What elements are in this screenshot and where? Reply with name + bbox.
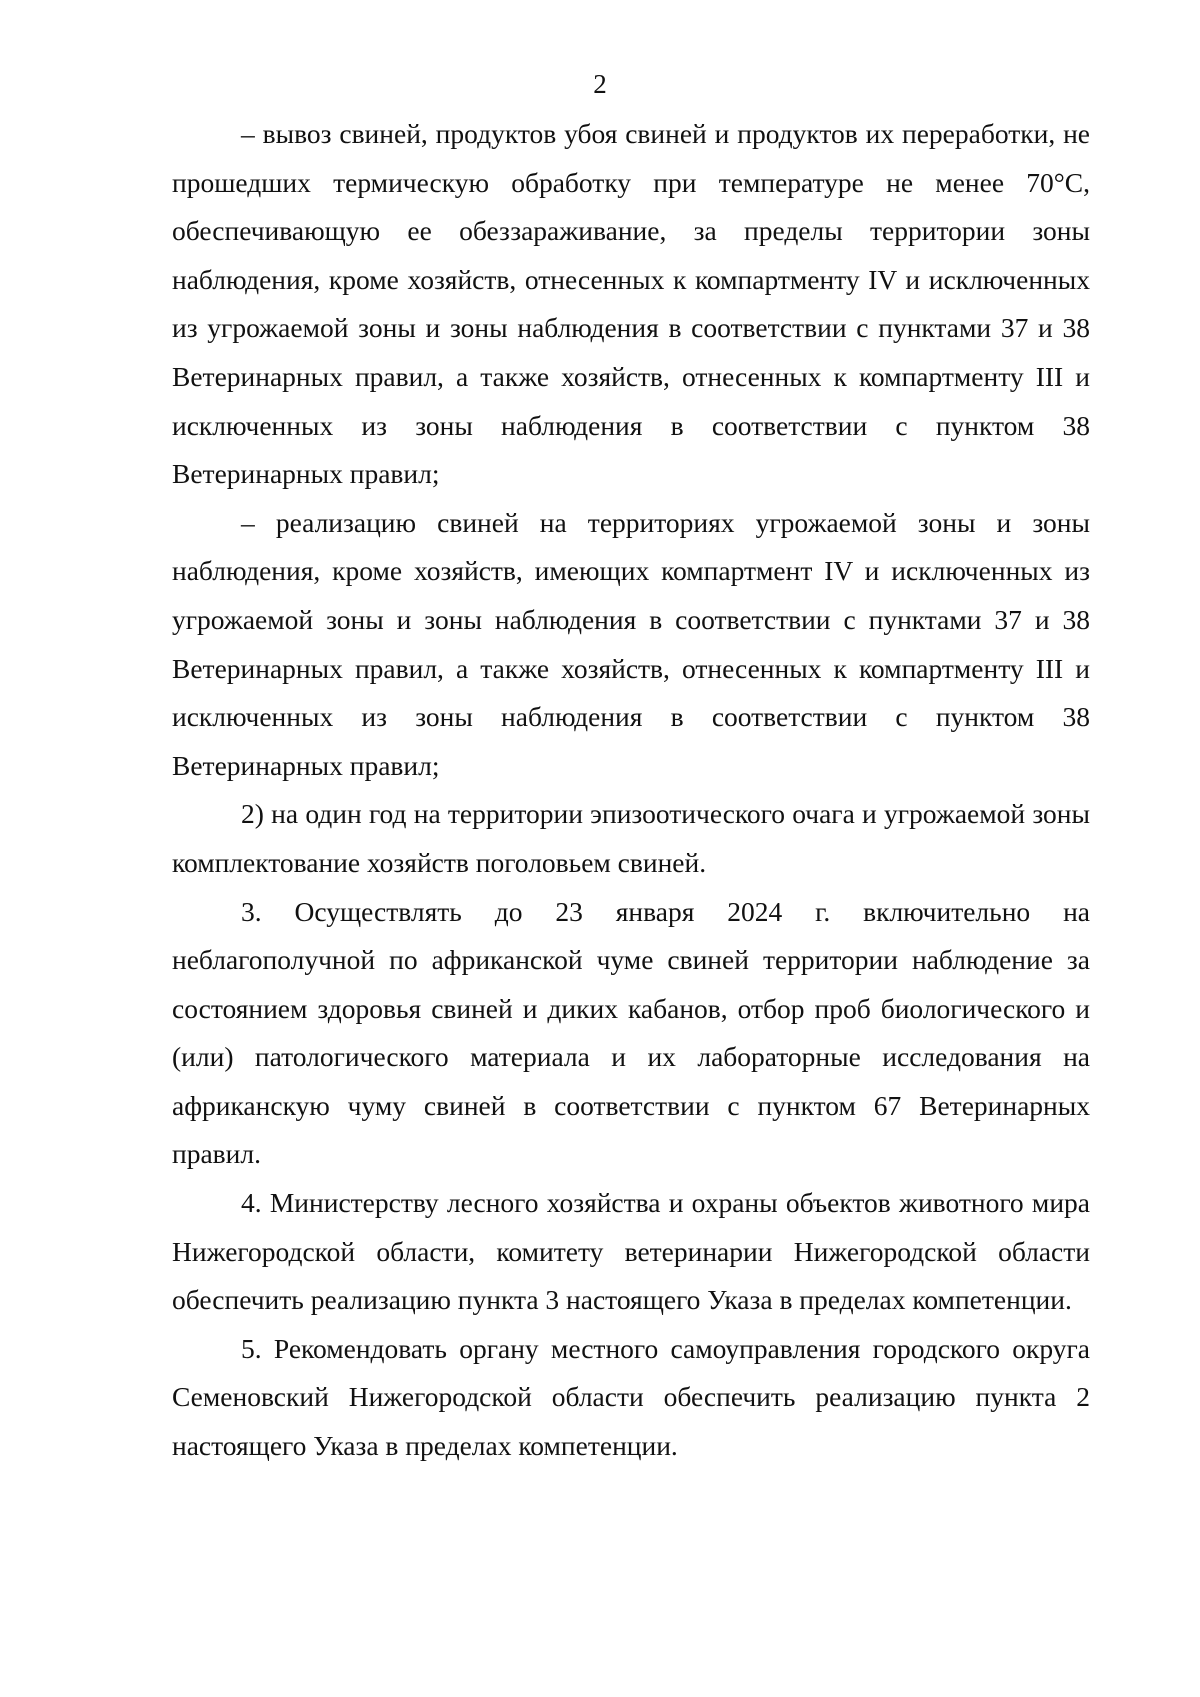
document-body	[172, 110, 1090, 1471]
paragraph-item-5: 5. Рекомендовать органу местного самоуправления городского округа Семеновский Нижегородской области обеспечить реализацию пункта 2 настоящего Указа в пределах компетенции.	[172, 1332, 1090, 1462]
paragraph-sale-restriction: – реализацию свиней на территориях угрожаемой зоны и зоны наблюдения, кроме хозяйств, имеющих компартмент IV и исключенных из угрожаемой зоны и зоны наблюдения в соответствии с пунктами 37 и 38 Ветеринарных правил, а также хозяйств, отнесенных к компартменту III и исключенных из зоны наблюдения в соответствии с пунктом 38 Ветеринарных правил;	[172, 506, 1090, 781]
paragraph-export-restriction: – вывоз свиней, продуктов убоя свиней и продуктов их переработки, не прошедших термическую обработку при температуре не менее 70°C, обеспечивающую ее обеззараживание, за пределы территории зоны наблюдения, кроме хозяйств, отнесенных к компартменту IV и исключенных из угрожаемой зоны и зоны наблюдения в соответствии с пунктами 37 и 38 Ветеринарных правил, а также хозяйств, отнесенных к компартменту III и исключенных из зоны наблюдения в соответствии с пунктом 38 Ветеринарных правил;	[172, 118, 1090, 490]
paragraph-item-4: 4. Министерству лесного хозяйства и охраны объектов животного мира Нижегородской области, комитету ветеринарии Нижегородской области обеспечить реализацию пункта 3 настоящего Указа в пределах компетенции.	[172, 1187, 1090, 1316]
paragraph-item-3: 3. Осуществлять до 23 января 2024 г. включительно на неблагополучной по африканской чуме свиней территории наблюдение за состоянием здоровья свиней и диких кабанов, отбор проб биологического и (или) патологического материала и их лабораторные исследования на африканскую чуму свиней в соответствии с пунктом 67 Ветеринарных правил.	[172, 895, 1090, 1170]
page-number: 2	[593, 69, 607, 99]
paragraph-restocking-restriction: 2) на один год на территории эпизоотического очага и угрожаемой зоны комплектование хозяйств поголовьем свиней.	[172, 798, 1090, 878]
